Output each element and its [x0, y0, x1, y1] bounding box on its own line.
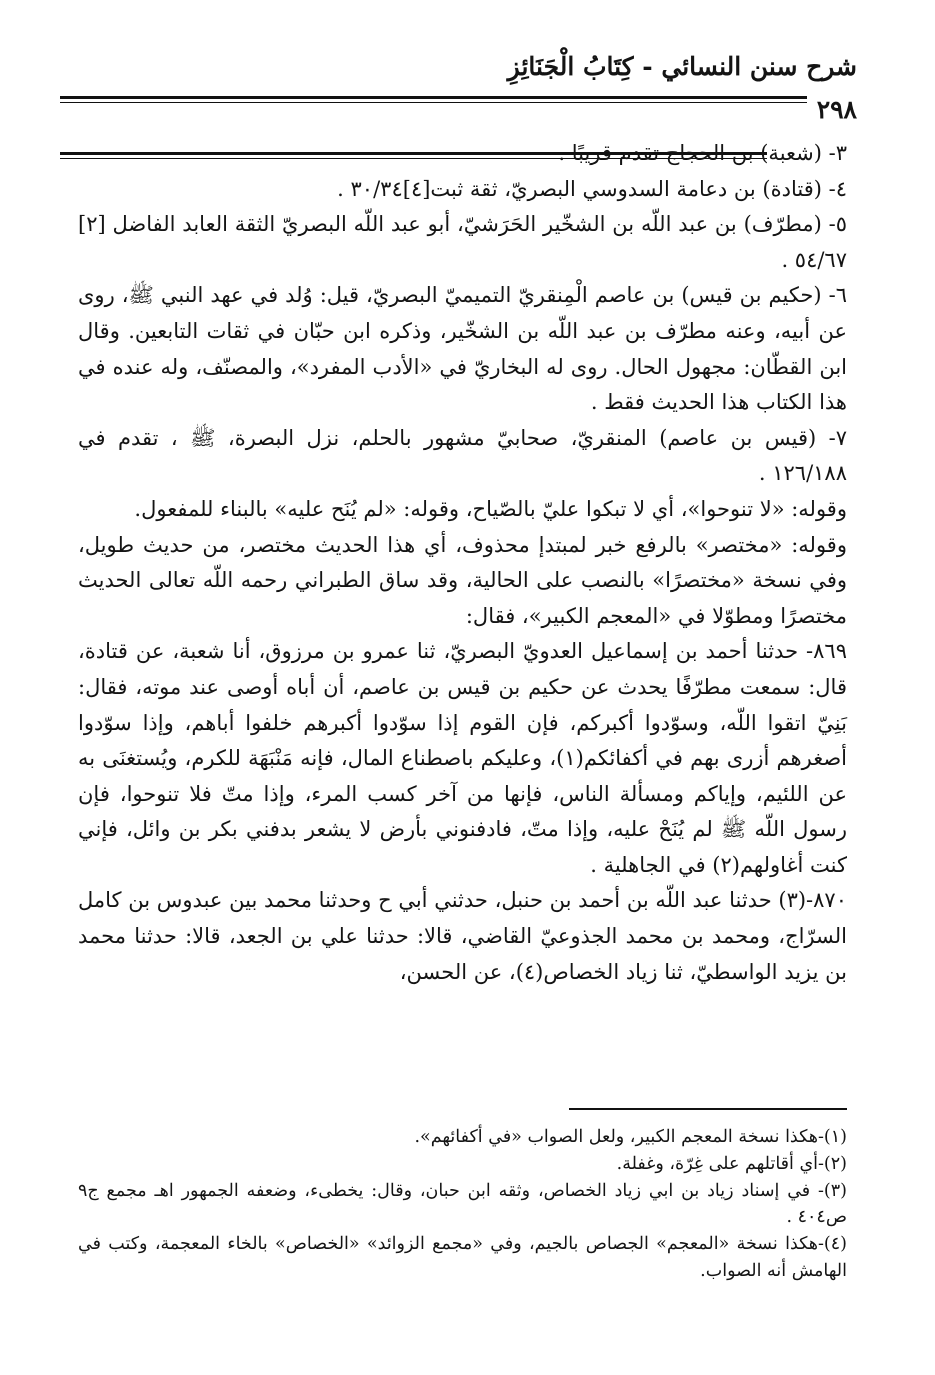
- text-paragraph: ٤- (قتادة) بن دعامة السدوسي البصريّ، ثقة ثبت[٤]٣٠/٣٤ .: [337, 176, 847, 201]
- footnote: (٣)- في إسناد زياد بن ابي زياد الخصاص، وثقه ابن حبان، وقال: يخطىء، وضعفه الجمهور اهـ مجمع ج٩ ص٤٠٤ .: [78, 1180, 847, 1228]
- text-paragraph: ٧- (قيس بن عاصم) المنقريّ، صحابيّ مشهور بالحلم، نزل البصرة، ﷺ ، تقدم في ١٢٦/١٨٨ .: [78, 425, 847, 486]
- text-paragraph: وقوله: «لا تنوحوا»، أي لا تبكوا عليّ بالصّياح، وقوله: «لم يُنَح عليه» بالبناء للمفعول.: [134, 496, 847, 521]
- text-paragraph: ٦- (حكيم بن قيس) بن عاصم الْمِنقريّ التميميّ البصريّ، قيل: وُلد في عهد النبي ﷺ، روى عن أبيه، وعنه مطرّف بن عبد اللّه بن الشخّير، وذكره ابن حبّان في ثقات التابعين. وقال ابن القطّان: مجهول الحال. روى له البخاريّ في «الأدب المفرد»، والمصنّف، وله عنده في هذا الكتاب هذا الحديث فقط .: [78, 283, 847, 415]
- footnote: (٢)-أي أقاتلهم على غِرّة، وغفلة.: [616, 1153, 847, 1174]
- text-paragraph: ٥- (مطرّف) بن عبد اللّه بن الشخّير الحَرَشيّ، أبو عبد اللّه البصريّ الثقة العابد الفاضل [٢] ٥٤/٦٧ .: [78, 212, 847, 272]
- footnotes: [78, 1124, 847, 1285]
- main-text: [78, 136, 847, 990]
- text-paragraph: ٣- (شعبة) بن الحجاج تقدم قريبًا .: [558, 141, 847, 165]
- header-rule: [60, 96, 857, 103]
- page-header: [60, 48, 857, 124]
- text-paragraph: وقوله: «مختصر» بالرفع خبر لمبتدإ محذوف، أي هذا الحديث مختصر، من حديث طويل، وفي نسخة «مختصرًا» بالنصب على الحالية، وقد ساق الطبراني رحمه اللّه تعالى الحديث مختصرًا ومطوّلا في «المعجم الكبير»، فقال:: [78, 532, 847, 628]
- footnote: (١)-هكذا نسخة المعجم الكبير، ولعل الصواب «في أكفائهم».: [414, 1127, 847, 1147]
- footnote-separator: [569, 1108, 847, 1110]
- running-title: شرح سنن النسائي - كِتَابُ الْجَنَائِزِ: [507, 52, 857, 81]
- text-paragraph: ٨٦٩- حدثنا أحمد بن إسماعيل العدويّ البصريّ، ثنا عمرو بن مرزوق، أنا شعبة، عن قتادة، قال: سمعت مطرّفًا يحدث عن حكيم بن قيس بن عاصم، أن أباه أوصى عند موته، فقال: بَنِيّ اتقوا اللّه، وسوّدوا أكبركم، فإن القوم إذا سوّدوا أكبرهم خلفوا أباهم، وإذا سوّدوا أصغرهم أزرى بهم في أكفائكم(١)، وعليكم باصطناع المال، فإنه مَنْبَهَة للكرم، ويُستغنَى به عن اللئيم، وإياكم ومسألة الناس، فإنها من آخر كسب المرء، وإذا متّ فلا تنوحوا، فإن رسول اللّه ﷺ لم يُنَحْ عليه، وإذا متّ، فادفنوني بأرض لا يشعر بدفني بكر بن وائل، فإني كنت أغاولهم(٢) في الجاهلية .: [78, 639, 847, 877]
- footnote: (٤)-هكذا نسخة «المعجم» الجصاص بالجيم، وفي «مجمع الزوائد» «الخصاص» بالخاء المعجمة، وكتب في الهامش أنه الصواب.: [78, 1234, 847, 1281]
- text-paragraph: ٨٧٠-(٣) حدثنا عبد اللّه بن أحمد بن حنبل، حدثني أبي ح وحدثنا محمد بين عبدوس بن كامل السرّاج، ومحمد بن محمد الجذوعيّ القاضي، قالا: حدثنا علي بن الجعد، قالا: حدثنا محمد بن يزيد الواسطيّ، ثنا زياد الخصاص(٤)، عن الحسن،: [78, 888, 847, 984]
- page-number: ٢٩٨: [807, 95, 857, 124]
